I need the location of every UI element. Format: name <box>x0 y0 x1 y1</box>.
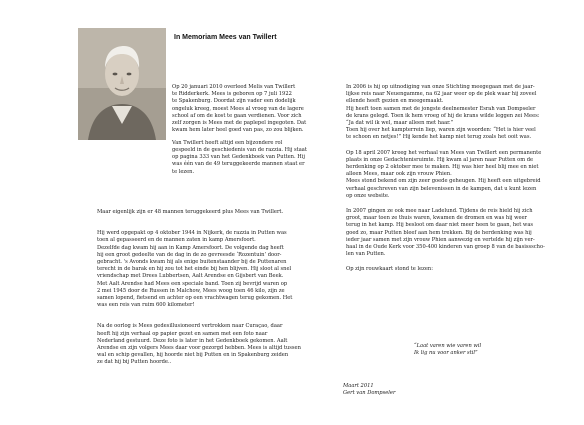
text-line: wal en schip gevallen, hij hoorde niet bij Putten en in Spakenburg zeiden <box>97 352 289 359</box>
text-line: Hij werd opgepakt op 4 oktober 1944 in Nijkerk, de razzia in Putten was <box>97 230 287 237</box>
text-line: op onze website. <box>346 192 390 199</box>
text-line: was één van de 49 teruggekeerde mannen staat er <box>172 161 305 168</box>
text-line: te Ridderkerk. Mees is geboren op 7 juli 1922 <box>172 91 292 98</box>
text-line: goed zo, maar Putten bleef aan hem trekken. Bij de herdenking was hij <box>346 229 532 236</box>
text-line: herdenking op 2 oktober mee te maken. Hij was hier heel blij mee en niet <box>346 164 539 171</box>
text-line: Toen hij over het kampterrein liep, waren zijn woorden: “Het is hier veel <box>346 127 536 134</box>
text-line: ellende heeft gezien en meegemaakt. <box>346 98 444 105</box>
text-line: toen al gepasseerd en de mannen zaten in kamp Amersfoort. <box>97 237 256 244</box>
portrait-photo <box>78 28 166 140</box>
text-line: groot, maar toen ze thuis waren, kwamen de dromen en was hij weer <box>346 215 528 222</box>
text-line: lijkse reis naar Neuengamme, na 62 jaar weer op de plek waar hij zoveel <box>346 91 537 98</box>
paragraph-role <box>172 140 342 176</box>
text-line: de krans gelegd. Toen ik hem vroeg of hij de krans wilde leggen zei Mees: <box>346 112 540 119</box>
text-line: In 2006 is hij op uitnodiging van onze Stichting meegegaan met de jaar- <box>346 84 535 90</box>
text-line: “Ja dat wil ik wel, maar alleen met haar.” <box>346 120 454 127</box>
paragraph-neuengamme <box>346 84 582 142</box>
text-line: Op zijn rouwkaart stond te lezen: <box>346 266 433 273</box>
text-line: Op 18 april 2007 kreeg het verhaal van Mees van Twillert een permanente <box>346 149 542 156</box>
paragraph-gedachtenisruimte <box>346 150 582 200</box>
portrait-image <box>78 28 166 140</box>
quote-line: “Laat varen wie varen wil <box>414 343 482 349</box>
paragraph-ladelund <box>346 208 582 258</box>
paragraph-intro <box>172 84 342 134</box>
text-line: Met Aalt Arendse had Mees een speciale band. Toen zij bevrijd waren op <box>97 280 288 287</box>
text-line: gebracht. 's Avonds kwam hij als enige buitenstaander bij de Puttenaren <box>97 259 287 266</box>
text-line: ongeluk kreeg, moest Mees al vroeg van de lagere <box>172 105 304 112</box>
text-line: Nederland gestuurd. Deze foto is later in het Gedenkboek gekomen. Aalt <box>97 337 288 344</box>
text-line: gespeeld in de geschiedenis van de razzia. Hij staat <box>172 146 307 153</box>
signature-author: Gert van Dompseler <box>343 390 396 397</box>
paragraph-arrest <box>97 230 342 309</box>
text-line: Na de oorlog is Mees gedesillusioneerd vertrokken naar Curaçao, daar <box>97 323 283 330</box>
text-line: vriendschap met Drees Lubbertsen, Aalt Arendse en Gijsbert van Beek. <box>97 273 284 280</box>
text-line: Op 20 januari 2010 overleed Melis van Twillert <box>172 84 296 90</box>
text-line: verhaal geschreven van zijn belevenissen in de kampen, dat u kunt lezen <box>346 185 537 192</box>
rouwkaart-quote <box>414 343 481 357</box>
text-line: heeft hij zijn verhaal op papier gezet en samen met een foto naar <box>97 330 268 337</box>
paragraph-48-men <box>97 209 342 216</box>
text-line: samen lopend, fietsend en achter op een vrachtwagen terug gekomen. Het <box>97 295 293 302</box>
text-line: terug in het kamp. Hij besloot om daar niet meer heen te gaan, het was <box>346 222 534 229</box>
text-line: ze dat hij bij Putten hoorde.. <box>97 359 172 366</box>
text-line: hij een groot gedeelte van de dag in de zo gevreesde ‘Rozentuin’ door- <box>97 251 282 258</box>
paragraph-curacao <box>97 323 342 366</box>
column-left-wide <box>97 186 342 372</box>
text-line: plaats in onze Gedachtenisruimte. Hij kwam al jaren naar Putten om de <box>346 156 534 163</box>
text-line: len van Putten. <box>346 251 386 258</box>
column-left-top <box>172 84 342 181</box>
text-line: te Spakenburg. Doordat zijn vader een dodelijk <box>172 98 296 105</box>
column-right <box>346 84 582 279</box>
text-line: Maar eigenlijk zijn er 48 mannen teruggekeerd plus Mees van Twillert. <box>97 209 284 215</box>
text-line: was een reis van ruim 600 kilometer! <box>97 302 195 309</box>
signature <box>343 383 395 397</box>
text-line: Van Twillert heeft altijd een bijzondere rol <box>172 139 283 146</box>
text-line: Hij heeft toen samen met de jongste deelnemester Esrah van Dompseler <box>346 105 536 112</box>
text-line: ieder jaar samen met zijn vrouw Phien aanwezig en vertelde hij zijn ver- <box>346 236 535 243</box>
page-title: In Memoriam Mees van Twillert <box>174 34 277 41</box>
text-line: In 2007 gingen ze ook mee naar Ladelund. Tijdens de reis hield hij zich <box>346 208 533 215</box>
paragraph-rouwkaart <box>346 266 582 273</box>
text-line: Dezelfde dag kwam hij aan in Kamp Amersfoort. De volgende dag heeft <box>97 244 284 251</box>
text-line: Mees stond bekend om zijn zeer goede geheugen. Hij heeft een uitgebreid <box>346 178 541 185</box>
text-line: te schoon en netjes!” Hij kende het kamp niet terug zoals het ooit was. <box>346 134 532 141</box>
text-line: te lezen. <box>172 168 195 175</box>
quote-line: Ik lig nu voor anker stil” <box>414 350 478 357</box>
text-line: kwam hem later heel goed van pas, zo zou blijken. <box>172 127 304 134</box>
text-line: haal in de Oude Kerk voor 350-400 kinderen van groep 8 van de basissscho- <box>346 244 545 251</box>
text-line: 2 mei 1945 door de Russen in Malchow, Mees woog toen 46 kilo, zijn ze <box>97 287 285 294</box>
text-line: Arendse en zijn volgers Mees daar voor gezorgd hebben. Mees is altijd tussen <box>97 345 301 352</box>
signature-date: Maart 2011 <box>343 383 374 389</box>
text-line: school af om de kost te gaan verdienen. Voor zich <box>172 112 302 119</box>
text-line: terecht in de barak en hij zou tot het einde bij hen blijven. Hij sloot al snel <box>97 266 292 273</box>
text-line: op pagina 333 van het Gedenkboek van Putten. Hij <box>172 154 305 161</box>
text-line: alleen Mees, maar ook zijn vrouw Phien. <box>346 171 452 178</box>
text-line: zelf zorgen is Mees met de paplepel ingegoten. Dat <box>172 120 307 127</box>
